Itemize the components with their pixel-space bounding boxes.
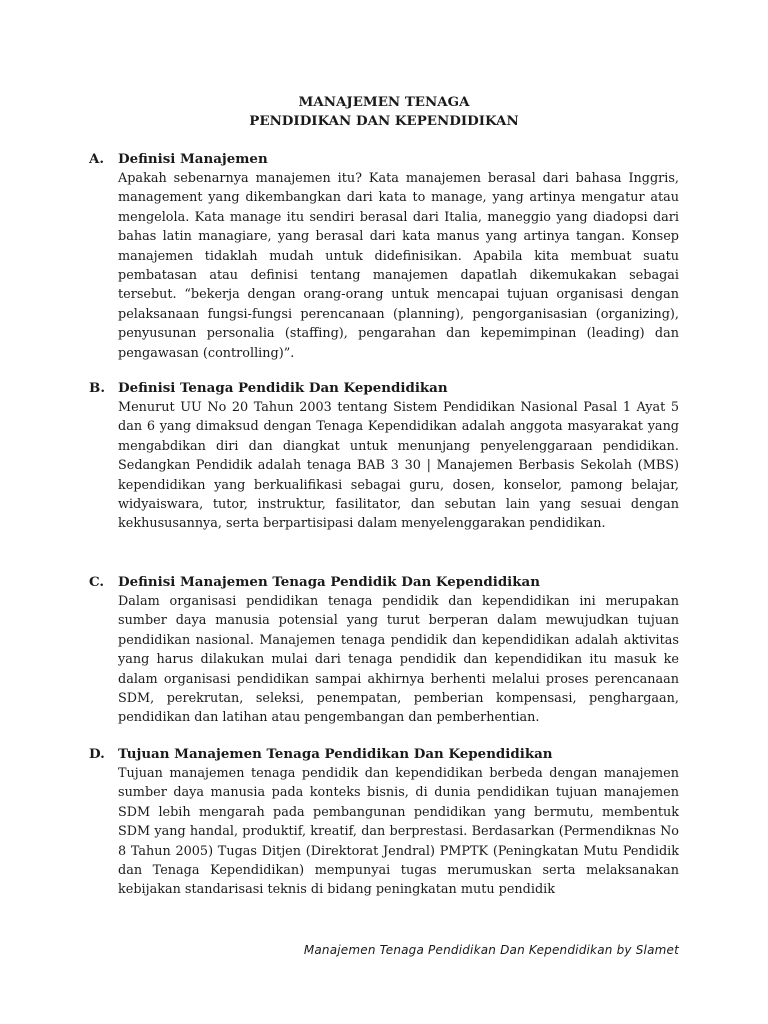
section-letter: D. (89, 746, 105, 762)
section-heading: Tujuan Manajemen Tenaga Pendidikan Dan Kependidikan (118, 746, 553, 762)
section-heading: Definisi Manajemen Tenaga Pendidik Dan Kependidikan (118, 574, 540, 590)
section-body: Dalam organisasi pendidikan tenaga pendidik dan kependidikan ini merupakan sumber daya manusia potensial yang turut berperan dalam mewujudkan tujuan pendidikan nasional. Manajemen tenaga pendidik dan kependidikan adalah aktivitas yang harus dilakukan mulai dari tenaga pendidik dan kependidikan itu masuk ke dalam organisasi pendidikan sampai akhirnya berhenti melalui proses perencanaan SDM, perekrutan, seleksi, penempatan, pemberian kompensasi, penghargaan, pendidikan dan latihan atau pengembangan dan pemberhentian. (118, 594, 679, 726)
section-d (89, 745, 679, 900)
section-letter: A. (89, 151, 105, 167)
section-c (89, 573, 679, 728)
section-letter: C. (89, 574, 105, 590)
page-footer: Manajemen Tenaga Pendidikan Dan Kependidikan by Slamet (303, 943, 679, 957)
section-body: Menurut UU No 20 Tahun 2003 tentang Sistem Pendidikan Nasional Pasal 1 Ayat 5 dan 6 yang dimaksud dengan Tenaga Kependidikan adalah anggota masyarakat yang mengabdikan diri dan diangkat untuk menunjang penyelenggaraan pendidikan. Sedangkan Pendidik adalah tenaga BAB 3 30 | Manajemen Berbasis Sekolah (MBS) kependidikan yang berkualifikasi sebagai guru, dosen, konselor, pamong belajar, widyaiswara, tutor, instruktur, fasilitator, dan sebutan lain yang sesuai dengan kekhususannya, serta berpartisipasi dalam menyelenggarakan pendidikan. (118, 400, 679, 532)
section-b (89, 379, 679, 534)
section-a (89, 150, 679, 363)
title-line-1: MANAJEMEN TENAGA (298, 94, 470, 110)
section-body: Tujuan manajemen tenaga pendidik dan kependidikan berbeda dengan manajemen sumber daya manusia pada konteks bisnis, di dunia pendidikan tujuan manajemen SDM lebih mengarah pada pembangunan pendidikan yang bermutu, membentuk SDM yang handal, produktif, kreatif, dan berprestasi. Berdasarkan (Permendiknas No 8 Tahun 2005) Tugas Ditjen (Direktorat Jendral) PMPTK (Peningkatan Mutu Pendidik dan Tenaga Kependidikan) mempunyai tugas merumuskan serta melaksanakan kebijakan standarisasi teknis di bidang peningkatan mutu pendidik (118, 766, 679, 898)
section-body: Apakah sebenarnya manajemen itu? Kata manajemen berasal dari bahasa Inggris, management yang dikembangkan dari kata to manage, yang artinya mengatur atau mengelola. Kata manage itu sendiri berasal dari Italia, maneggio yang diadopsi dari bahas latin managiare, yang berasal dari kata manus yang artinya tangan. Konsep manajemen tidaklah mudah untuk didefinisikan. Apabila kita membuat suatu pembatasan atau definisi tentang manajemen dapatlah dikemukakan sebagai tersebut. “bekerja dengan orang-orang untuk mencapai tujuan organisasi dengan pelaksanaan fungsi-fungsi perencanaan (planning), pengorganisasian (organizing), penyusunan personalia (staffing), pengarahan dan kepemimpinan (leading) dan pengawasan (controlling)”. (118, 171, 679, 361)
title-line-2: PENDIDIKAN DAN KEPENDIDIKAN (249, 113, 519, 129)
document-title (0, 93, 768, 131)
section-heading: Definisi Manajemen (118, 151, 268, 167)
section-letter: B. (89, 380, 105, 396)
section-heading: Definisi Tenaga Pendidik Dan Kependidikan (118, 380, 448, 396)
